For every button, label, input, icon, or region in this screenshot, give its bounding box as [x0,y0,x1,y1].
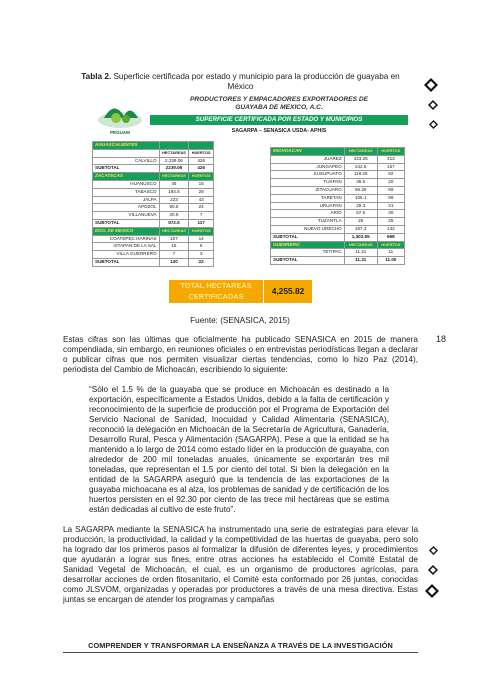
orchards-cell: 117 [189,219,214,227]
footer-rule [63,652,418,653]
orchards-cell: 30 [377,210,404,218]
table-row [271,171,405,179]
municipality-cell: VILLANUEVA [93,212,160,220]
table-row [93,149,214,157]
orchards-cell: HUERTOS [189,227,214,235]
hectares-cell: HECTAREAS [159,227,189,235]
municipality-cell: JUAREZ [271,155,345,163]
table-section-header [93,142,214,150]
orchards-cell: 25 [377,218,404,226]
figure-header [150,96,408,112]
municipality-cell: ZITACUARO [271,186,345,194]
municipality-cell: EDO. DE MEXICO [93,227,160,235]
table-row [93,188,214,196]
orchards-cell: 157 [377,163,404,171]
table-section-header [93,227,214,235]
municipality-cell: ZACATECAS [93,173,160,181]
diamond-ornament-icon [429,120,438,129]
hectares-cell: 2,239.06 [159,157,189,165]
hectares-cell: 107 [159,235,189,243]
municipality-cell [93,149,160,157]
hectares-cell: 242.5 [344,163,377,171]
hectares-cell [159,142,189,150]
table-row [271,179,405,187]
table-row [271,210,405,218]
municipality-cell: CALVILLO [93,157,160,165]
municipality-cell: HUANUSCO [93,180,160,188]
table-row [93,196,214,204]
hectares-cell: 11.31 [344,249,377,257]
body-paragraph: Estas cifras son las últimas que oficialmente ha publicado SENASICA en 2015 de manera compendiada, sin embargo, en reuniones oficiales o en entrevistas periodísticas llegan a declarar o publicar cifras que nos permiten visualizar ciertas tendencias, como lo hizo Paz (2014), periodista del Cambio de Michoacán, escribiendo lo siguiente: [63,335,418,374]
figure-header-line: GUAYABA DE MEXICO, A.C. [235,104,323,111]
peguam-logo [94,98,146,130]
municipality-cell: ARIO [271,210,345,218]
municipality-cell: GUERRERO [271,241,345,249]
orchards-cell: HUERTOS [189,173,214,181]
orchards-cell: 11.00 [377,257,404,265]
hectares-cell: 29.3 [344,202,377,210]
figure-source-line: SAGARPA – SENASICA USDA- APHIS [231,128,327,134]
table-section-header [93,173,214,181]
orchards-cell: 142 [377,225,404,233]
municipality-cell: IXTAPAN DE LA SAL [93,243,160,251]
orchards-cell: 28 [189,188,214,196]
orchards-cell: 968 [377,233,404,241]
orchards-cell: 313 [377,155,404,163]
table-row [271,218,405,226]
table-row [93,235,214,243]
table-row [271,225,405,233]
caption-label: Tabla 2. [81,72,112,81]
page-number: 18 [436,334,447,344]
municipality-cell: MICHOACAN [271,148,345,156]
right-state-table [270,147,405,265]
municipality-cell: VILLA GUERRERO [93,251,160,259]
table-row [271,249,405,257]
orchards-cell: 22 [189,258,214,266]
body-paragraph: La SAGARPA mediante la SENASICA ha instrumentado una serie de estrategias para elevar la producción, la productividad, la calidad y la competitividad de las huertas de guayaba, pero solo ha logrado dar los primeros pasos al formalizar la difusión de diferentes leyes, y procedimientos que ayudarán a lograr sus fines, entre otras acciones ha establecido el Comité Estatal de Sanidad Vegetal de Michoacán, el cual, es un organismo de productores agrícolas, para desarrollar acciones de orden fitosanitario, el Comité esta conformado por 26 juntas, conocidas como JLSVOM, organizadas y operadas por productores a través de una mesa directiva. Estas juntas se encargan de atender los programas y campañas [63,525,418,604]
hectares-cell: 11.31 [344,257,377,265]
diamond-ornament-icon [429,546,438,555]
hectares-cell: 96.25 [344,186,377,194]
hectares-cell: 45 [159,180,189,188]
table-row [271,202,405,210]
municipality-cell: SUBTOTAL [93,165,160,173]
table-subtotal-row [93,219,214,227]
orchards-cell: 24 [189,204,214,212]
hectares-cell: HECTAREAS [159,173,189,181]
table-row [93,204,214,212]
diamond-ornament-icon [428,565,438,575]
certified-area-figure [90,96,410,308]
hectares-cell: 26 [344,218,377,226]
hectares-cell: 36.5 [344,179,377,187]
municipality-cell: TUZANTLA [271,218,345,226]
municipality-cell: APOZOL [93,204,160,212]
hectares-cell: 1,302.95 [344,233,377,241]
hectares-cell: 16 [159,243,189,251]
diamond-ornament-icon [428,100,438,110]
municipality-cell: URUAPAN [271,202,345,210]
caption-text: Superficie certificada por estado y municipio para la producción de guayaba en México [113,72,400,91]
municipality-cell: SUSUPUATO [271,171,345,179]
hectares-cell: 57.5 [344,210,377,218]
total-label-line: TOTAL HECTAREAS [180,281,252,290]
hectares-cell: 20.5 [159,212,189,220]
municipality-cell: SUBTOTAL [271,257,345,265]
table-section-header [271,241,405,249]
figure-banner: SUPERFICIE CERTIFICADA POR ESTADO Y MUNICIPIOS [150,115,408,125]
hectares-cell: 167.3 [344,225,377,233]
orchards-cell: 69 [377,186,404,194]
orchards-cell: 92 [377,171,404,179]
municipality-cell: TETIPAC [271,249,345,257]
hectares-cell: 193.5 [159,188,189,196]
table-subtotal-row [93,258,214,266]
orchards-cell [189,142,214,150]
orchards-cell: HUERTOS [189,149,214,157]
hectares-cell: 423.25 [344,155,377,163]
municipality-cell: SUBTOTAL [271,233,345,241]
figure-header-line: PRODUCTORES Y EMPACADORES EXPORTADORES DE [189,96,369,103]
orchards-cell: 5 [189,243,214,251]
municipality-cell: SUBTOTAL [93,219,160,227]
hectares-cell: 90.5 [159,204,189,212]
table-row [271,194,405,202]
table-row [93,157,214,165]
table-row [93,243,214,251]
hectares-cell: 2239.06 [159,165,189,173]
table-row [271,163,405,171]
total-label-box [169,280,263,303]
hectares-cell: 572.5 [159,219,189,227]
orchards-cell: HUERTOS [377,241,404,249]
table-row [271,155,405,163]
hectares-cell: 130 [159,258,189,266]
total-label-line: CERTIFICADAS [188,292,244,301]
orchards-cell: HUERTOS [377,148,404,156]
table-subtotal-row [93,165,214,173]
orchards-cell: 7 [189,212,214,220]
table-row [93,180,214,188]
orchards-cell: 15 [189,180,214,188]
diamond-ornament-icon [424,78,438,92]
hectares-cell: 118.25 [344,171,377,179]
orchards-cell: 43 [189,196,214,204]
orchards-cell: 99 [377,194,404,202]
orchards-cell: 20 [377,179,404,187]
figure-source: Fuente: (SENASICA, 2015) [190,316,290,325]
block-quote: “Sólo el 1.5 % de la guayaba que se produce en Michoacán es destinado a la exportación, específicamente a Estados Unidos, debido a la falta de certificación y reconocimiento de la superficie de producción por el Programa de Exportación del Servicio Nacional de Sanidad, Inocuidad y Calidad Alimentaria (SENASICA), reconoció la delegación en Michoacán de la Secretaría de Agricultura, Ganadería, Desarrollo Rural, Pesca y Alimentación (SAGARPA). Pese a que la entidad se ha mantenido a lo largo de 2014 como estado líder en la producción de guayaba, con alrededor de 200 mil toneladas anuales, únicamente se exportarán tres mil toneladas, que representan el 1.5 por ciento del total. Si bien la delegación en la entidad de la SAGARPA aseguró que la tendencia de las exportaciones de la guayaba michoacana es al alza, los problemas de sanidad y de certificación de los huertos persisten en el 92.30 por ciento de las trece mil hectáreas que se estima están dedicadas al cultivo de este fruto”. [89,385,389,514]
table-row [93,251,214,259]
table-row [271,186,405,194]
hectares-cell: HECTAREAS [344,148,377,156]
table-subtotal-row [271,233,405,241]
municipality-cell: TUXPAN [271,179,345,187]
orchards-cell: 11 [377,249,404,257]
orchards-cell: 14 [189,235,214,243]
orchards-cell: 426 [189,165,214,173]
orchards-cell: 426 [189,157,214,165]
logo-name: PEGUAM [110,130,130,135]
municipality-cell: COATEPEC HARINAS [93,235,160,243]
table-subtotal-row [271,257,405,265]
municipality-cell: JALPA [93,196,160,204]
hectares-cell: 106.1 [344,194,377,202]
hectares-cell: HECTAREAS [344,241,377,249]
total-value: 4,255.82 [264,280,312,303]
hectares-cell: 223 [159,196,189,204]
hectares-cell: HECTAREAS [159,149,189,157]
table-section-header [271,148,405,156]
municipality-cell: NUEVO URECHO [271,225,345,233]
municipality-cell: AGUASCALIENTES [93,142,160,150]
municipality-cell: JUNGAPEO [271,163,345,171]
municipality-cell: TABASCO [93,188,160,196]
table-caption [68,72,413,92]
municipality-cell: SUBTOTAL [93,258,160,266]
diamond-ornament-icon [425,584,439,598]
footer-title: COMPRENDER Y TRANSFORMAR LA ENSEÑANZA A TRAVÉS DE LA INVESTIGACIÓN [88,641,393,650]
left-state-table [92,141,214,267]
table-row [93,212,214,220]
orchards-cell: 21 [377,202,404,210]
municipality-cell: TARETAN [271,194,345,202]
orchards-cell: 3 [189,251,214,259]
hectares-cell: 7 [159,251,189,259]
